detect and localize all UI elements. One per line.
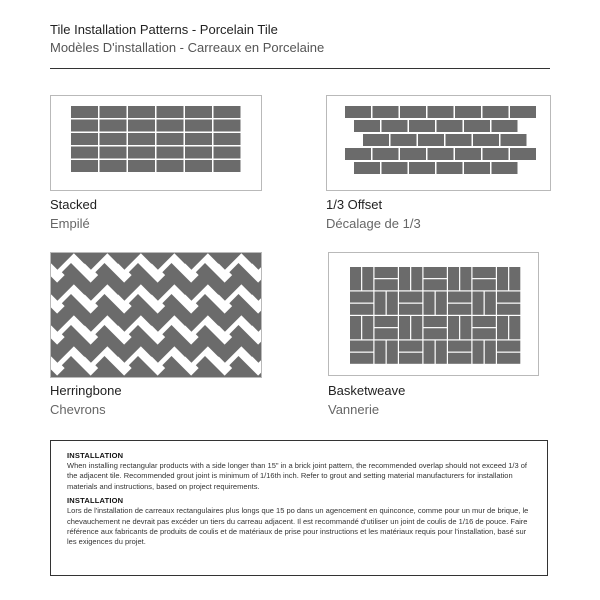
tile — [185, 106, 212, 118]
stacked-pattern-illustration — [50, 95, 262, 191]
tile — [128, 106, 155, 118]
tile — [375, 341, 386, 364]
tile — [157, 120, 184, 132]
tile — [448, 316, 459, 339]
tile — [399, 267, 410, 290]
tile — [485, 292, 496, 315]
tile — [71, 160, 98, 172]
tile — [345, 148, 371, 160]
tile — [399, 353, 422, 364]
tile — [424, 292, 435, 315]
tile — [214, 147, 241, 159]
pattern-name-fr: Empilé — [50, 216, 90, 231]
installation-heading-en: INSTALLATION — [67, 451, 124, 460]
tile — [446, 134, 472, 146]
tile — [100, 147, 127, 159]
pattern-name-en: Basketweave — [328, 383, 406, 398]
tile — [492, 162, 518, 174]
tile — [497, 304, 520, 315]
stacked-pattern-graphic — [51, 96, 261, 190]
tile — [460, 267, 471, 290]
tile — [71, 120, 98, 132]
tile — [497, 353, 520, 364]
tile — [497, 267, 508, 290]
tile — [387, 292, 398, 315]
tile — [411, 316, 422, 339]
tile — [418, 134, 444, 146]
tile — [464, 120, 490, 132]
tile — [400, 106, 426, 118]
tile — [501, 134, 527, 146]
tile — [492, 120, 518, 132]
tile — [100, 120, 127, 132]
tile — [448, 292, 471, 303]
tile — [362, 267, 373, 290]
tile — [214, 133, 241, 145]
tile — [382, 162, 408, 174]
tile — [375, 292, 386, 315]
offset-pattern-illustration — [326, 95, 551, 191]
tile — [373, 148, 399, 160]
tile — [100, 160, 127, 172]
tile — [448, 304, 471, 315]
header — [50, 22, 550, 56]
basketweave-pattern-illustration — [328, 252, 539, 376]
tile — [409, 162, 435, 174]
tile — [128, 120, 155, 132]
pattern-name-fr: Décalage de 1/3 — [326, 216, 421, 231]
tile — [473, 267, 496, 278]
tile — [185, 160, 212, 172]
tile — [354, 162, 380, 174]
tile — [375, 279, 398, 290]
tile — [214, 160, 241, 172]
tile — [100, 133, 127, 145]
tile — [509, 316, 520, 339]
tile — [510, 106, 536, 118]
tile — [185, 120, 212, 132]
tile — [399, 341, 422, 352]
tile — [411, 267, 422, 290]
tile — [350, 341, 373, 352]
tile — [128, 133, 155, 145]
page-title: Tile Installation Patterns - Porcelain Tile — [50, 22, 278, 37]
tile — [157, 106, 184, 118]
tile — [424, 341, 435, 364]
pattern-name-en: Stacked — [50, 197, 97, 212]
herringbone-pattern-illustration — [50, 252, 262, 378]
tile — [497, 316, 508, 339]
tile — [350, 292, 373, 303]
tile — [497, 292, 520, 303]
tile — [485, 341, 496, 364]
installation-notes-box — [50, 440, 548, 576]
tile — [214, 106, 241, 118]
installation-text-en: When installing rectangular products with a side longer than 15" in a brick joint pattern, the recommended overlap should not exceed 1/3 of the adjacent tile. Recommended grout joint is minimum of 1/16th inch. Refer to grout and setting material manufacturers for installation materials and instructions, based on project requirements. — [67, 461, 528, 491]
tile — [51, 253, 80, 270]
tile — [437, 120, 463, 132]
tile — [128, 160, 155, 172]
tile — [350, 267, 361, 290]
tile — [473, 279, 496, 290]
tile — [157, 147, 184, 159]
tile — [375, 316, 398, 327]
tile — [382, 120, 408, 132]
stacked-caption — [50, 197, 97, 232]
pattern-name-fr: Chevrons — [50, 402, 106, 417]
tile — [455, 148, 481, 160]
header-divider — [50, 68, 550, 69]
tile — [424, 267, 447, 278]
tile — [473, 328, 496, 339]
tile — [460, 316, 471, 339]
tile — [473, 292, 484, 315]
tile — [473, 341, 484, 364]
tile — [437, 162, 463, 174]
tile — [128, 147, 155, 159]
tile — [436, 341, 447, 364]
tile — [448, 267, 459, 290]
pattern-name-en: 1/3 Offset — [326, 197, 383, 212]
basketweave-caption — [328, 383, 405, 418]
tile — [483, 148, 509, 160]
tile — [510, 148, 536, 160]
page-subtitle: Modèles D'installation - Carreaux en Porcelaine — [50, 40, 325, 55]
tile — [399, 304, 422, 315]
tile — [387, 341, 398, 364]
basketweave-pattern-graphic — [329, 253, 538, 375]
tile — [400, 148, 426, 160]
pattern-name-fr: Vannerie — [328, 402, 380, 417]
tile — [424, 328, 447, 339]
tile — [473, 316, 496, 327]
tile — [185, 147, 212, 159]
tile — [100, 106, 127, 118]
offset-pattern-graphic — [327, 96, 550, 190]
tile — [157, 160, 184, 172]
tile — [428, 148, 454, 160]
tile — [436, 292, 447, 315]
tile — [375, 267, 398, 278]
tile — [350, 304, 373, 315]
offset-caption — [326, 197, 421, 232]
tile — [71, 133, 98, 145]
tile — [157, 133, 184, 145]
tile — [214, 120, 241, 132]
herringbone-pattern-graphic — [51, 253, 261, 377]
tile — [455, 106, 481, 118]
installation-text-fr: Lors de l'installation de carreaux rectangulaires plus longs que 15 po dans un agencement en quinconce, comme pour un mur de brique, le chevauchement ne devrait pas excéder un tiers du carreau adjacent. Il est recommandé d'utiliser un joint de coulis de 1/16 de pouce. Faire référence aux fabricants de produits de coulis et de matériaux de prise pour instructions et les matériaux requis pour l'installation, basé sur les exigences du projet. — [67, 506, 529, 547]
tile — [391, 134, 417, 146]
tile — [424, 316, 447, 327]
pattern-name-en: Herringbone — [50, 383, 122, 398]
tile — [483, 106, 509, 118]
tile — [497, 341, 520, 352]
tile — [71, 106, 98, 118]
tile — [448, 341, 471, 352]
installation-heading-fr: INSTALLATION — [67, 496, 124, 506]
tile — [363, 134, 389, 146]
tile — [185, 133, 212, 145]
tile — [350, 316, 361, 339]
tile — [424, 279, 447, 290]
tile — [409, 120, 435, 132]
tile — [448, 353, 471, 364]
tile — [345, 106, 371, 118]
tile — [428, 106, 454, 118]
tile — [373, 106, 399, 118]
tile — [362, 316, 373, 339]
tile — [473, 134, 499, 146]
herringbone-caption — [50, 383, 122, 418]
tile — [464, 162, 490, 174]
tile — [509, 267, 520, 290]
tile — [399, 292, 422, 303]
tile — [399, 316, 410, 339]
tile — [354, 120, 380, 132]
tile — [375, 328, 398, 339]
tile — [71, 147, 98, 159]
tile — [350, 353, 373, 364]
